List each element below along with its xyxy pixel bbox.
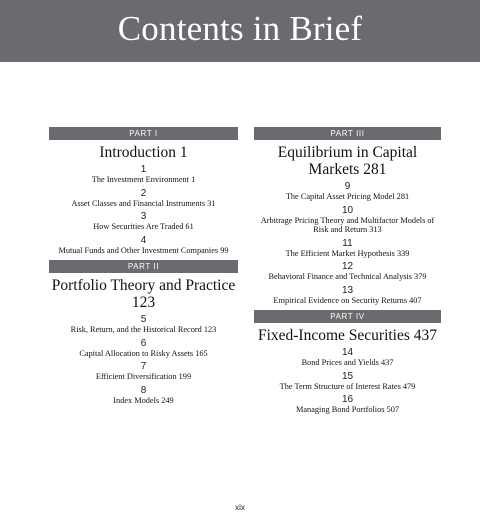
chapter-title: The Term Structure of Interest Rates 479 — [279, 381, 416, 391]
chapter-title: Risk, Return, and the Historical Record 123 — [70, 325, 217, 334]
chapter-number: 1 — [140, 164, 147, 175]
chapter-10[interactable] — [254, 205, 441, 235]
chapter-number: 2 — [140, 187, 147, 199]
chapter-number: 6 — [140, 337, 147, 349]
chapter-number: 15 — [341, 370, 354, 382]
chapter-number: 14 — [341, 347, 354, 358]
part-label-3: PART III — [254, 127, 441, 140]
part-title-4[interactable]: Fixed-Income Securities 437 — [257, 327, 438, 344]
chapter-title: Efficient Diversification 199 — [95, 372, 192, 381]
part-label-4: PART IV — [254, 310, 441, 323]
part-label-1: PART I — [49, 127, 238, 140]
chapter-title: Arbitrage Pricing Theory and Multifactor Models of Risk and Return 313 — [260, 215, 435, 234]
part-title-3[interactable]: Equilibrium in Capital Markets 281 — [277, 144, 418, 178]
page-number: xix — [235, 503, 245, 512]
chapter-title: Bond Prices and Yields 437 — [301, 358, 394, 367]
chapter-1[interactable] — [49, 164, 238, 185]
chapter-8[interactable] — [49, 385, 238, 406]
page-title: Contents in Brief — [117, 9, 363, 48]
chapter-title: Asset Classes and Financial Instruments 31 — [71, 198, 216, 208]
chapter-number: 3 — [140, 211, 147, 222]
chapter-3[interactable] — [49, 211, 238, 232]
left-column — [49, 127, 238, 405]
chapter-12[interactable] — [254, 261, 441, 282]
chapter-4[interactable] — [49, 235, 238, 256]
part-label-2: PART II — [49, 260, 238, 273]
chapter-title: Index Models 249 — [113, 395, 174, 405]
chapter-7[interactable] — [49, 361, 238, 382]
chapter-15[interactable] — [254, 371, 441, 392]
part-title-2[interactable]: Portfolio Theory and Practice 123 — [51, 277, 236, 311]
chapter-9[interactable] — [254, 181, 441, 202]
chapter-number: 5 — [140, 314, 147, 325]
chapter-title: Capital Allocation to Risky Assets 165 — [79, 348, 208, 358]
chapter-5[interactable] — [49, 314, 238, 335]
chapter-title: The Investment Environment 1 — [91, 175, 196, 184]
part-title-1[interactable]: Introduction 1 — [99, 144, 188, 161]
chapter-title: Managing Bond Portfolios 507 — [295, 405, 400, 414]
header-banner — [0, 0, 480, 62]
chapter-number: 16 — [341, 394, 354, 405]
chapter-13[interactable] — [254, 285, 441, 306]
chapter-6[interactable] — [49, 338, 238, 359]
chapter-16[interactable] — [254, 394, 441, 415]
chapter-title: Mutual Funds and Other Investment Companies 99 — [58, 245, 229, 255]
chapter-title: How Securities Are Traded 61 — [93, 222, 194, 231]
chapter-number: 4 — [140, 234, 147, 246]
right-column — [254, 127, 441, 415]
chapter-2[interactable] — [49, 188, 238, 209]
chapter-number: 8 — [140, 384, 147, 396]
chapter-number: 11 — [342, 237, 353, 249]
chapter-number: 13 — [341, 284, 354, 296]
chapter-title: The Capital Asset Pricing Model 281 — [285, 192, 410, 201]
chapter-title: Behavioral Finance and Technical Analysis 379 — [268, 272, 427, 281]
chapter-14[interactable] — [254, 347, 441, 368]
chapter-11[interactable] — [254, 238, 441, 259]
chapter-title: Empirical Evidence on Security Returns 407 — [273, 295, 422, 305]
chapter-number: 7 — [140, 361, 147, 372]
chapter-number: 12 — [341, 261, 354, 272]
chapter-title: The Efficient Market Hypothesis 339 — [285, 248, 410, 258]
chapter-number: 9 — [344, 181, 351, 192]
chapter-number: 10 — [341, 204, 354, 216]
